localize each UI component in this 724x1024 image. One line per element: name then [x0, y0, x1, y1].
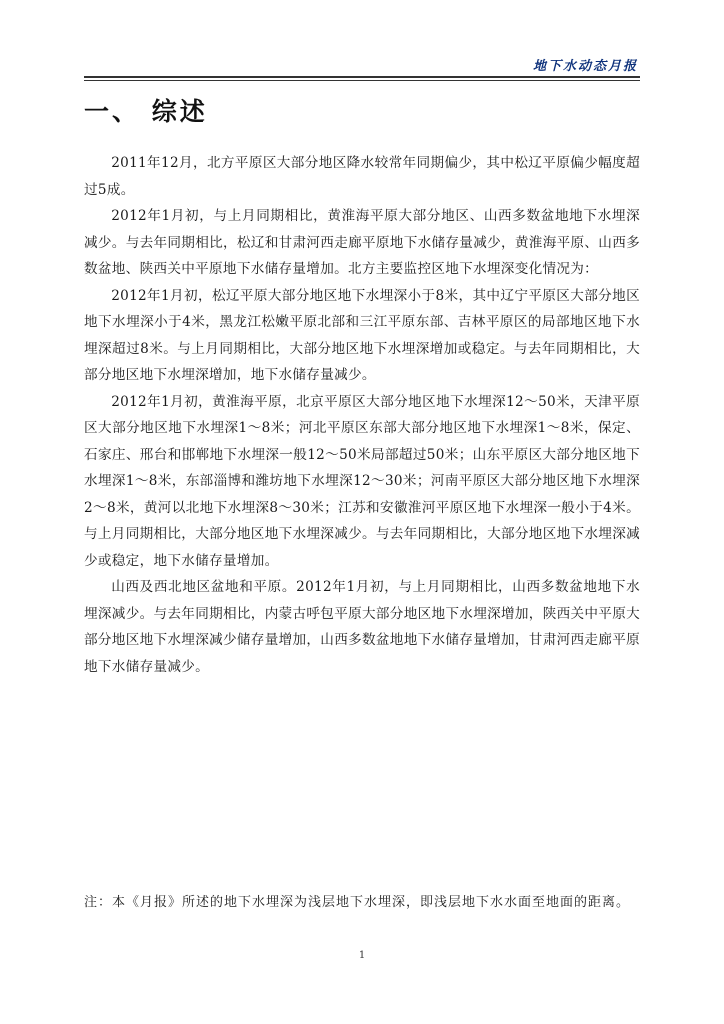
paragraph-shanxi-northwest: 山西及西北地区盆地和平原。2012年1月初，与上月同期相比，山西多数盆地地下水埋深减少。与去年同期相比，内蒙古呼包平原大部分地区地下水埋深增加，陕西关中平原大部分地区地下水埋深减少储存量增加，山西多数盆地地下水储存量增加，甘肃河西走廊平原地下水储存量减少。	[84, 579, 640, 675]
paragraph-precipitation: 2011年12月，北方平原区大部分地区降水较常年同期偏少，其中松辽平原偏少幅度超过5成。	[84, 155, 640, 198]
paragraph-overview: 2012年1月初，与上月同期相比，黄淮海平原大部分地区、山西多数盆地地下水埋深减少。与去年同期相比，松辽和甘肃河西走廊平原地下水储存量减少，黄淮海平原、山西多数盆地、陕西关中平原地下水储存量增加。北方主要监控区地下水埋深变化情况为：	[84, 208, 640, 277]
header-rule-thick	[84, 76, 640, 78]
body-text	[84, 150, 640, 680]
section-heading: 一、 综述	[84, 97, 208, 126]
page-number: 1	[358, 950, 366, 961]
footnote: 注：本《月报》所述的地下水埋深为浅层地下水埋深，即浅层地下水水面至地面的距离。	[84, 895, 631, 910]
header-rule-thin	[84, 80, 640, 81]
paragraph-huanghuaihai: 2012年1月初，黄淮海平原，北京平原区大部分地区地下水埋深12～50米，天津平原区大部分地区地下水埋深1～8米；河北平原区东部大部分地区地下水埋深1～8米，保定、石家庄、邢台和邯郸地下水埋深一般12～50米局部超过50米；山东平原区大部分地区地下水埋深1～8米，东部淄博和潍坊地下水埋深12～30米；河南平原区大部分地区地下水埋深2～8米，黄河以北地下水埋深8～30米；江苏和安徽淮河平原区地下水埋深一般小于4米。与上月同期相比，大部分地区地下水埋深减少。与去年同期相比，大部分地区地下水埋深减少或稳定，地下水储存量增加。	[84, 393, 640, 569]
paragraph-songliao: 2012年1月初，松辽平原大部分地区地下水埋深小于8米，其中辽宁平原区大部分地区地下水埋深小于4米，黑龙江松嫩平原北部和三江平原东部、吉林平原区的局部地区地下水埋深超过8米。与上月同期相比，大部分地区地下水埋深增加或稳定。与去年同期相比，大部分地区地下水埋深增加，地下水储存量减少。	[84, 287, 640, 383]
running-header-title: 地下水动态月报	[532, 59, 638, 74]
